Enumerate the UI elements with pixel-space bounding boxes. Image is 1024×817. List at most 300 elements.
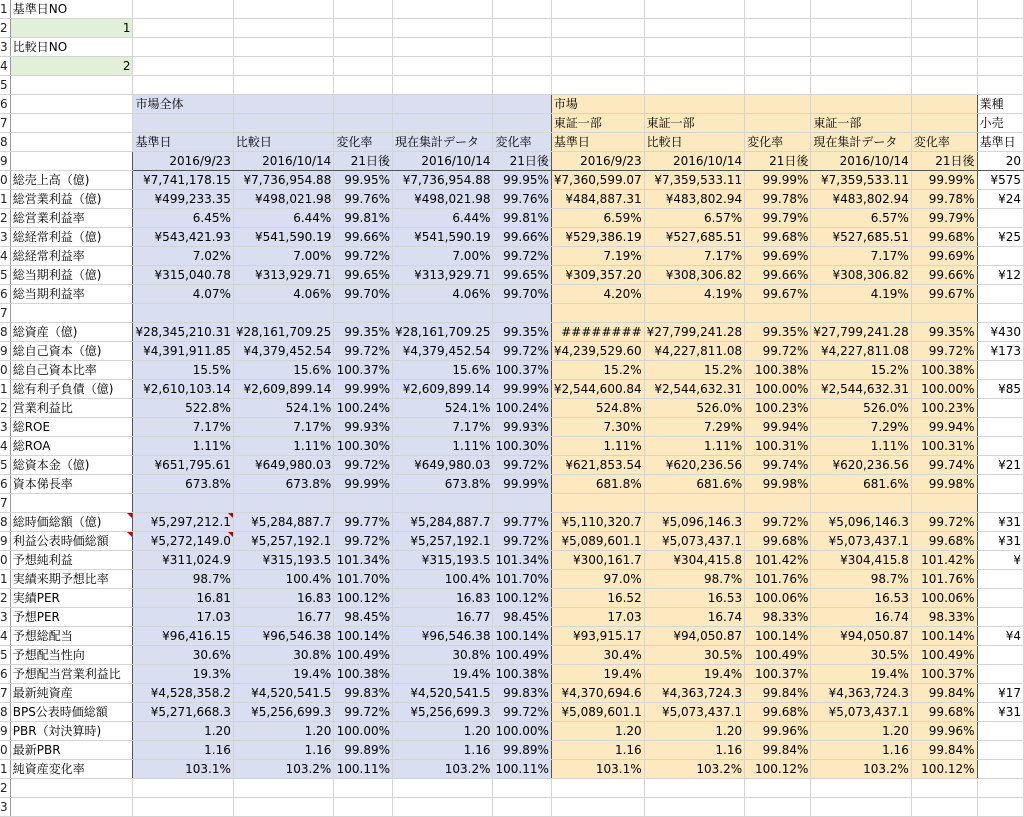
row-header[interactable]: 5: [0, 646, 10, 665]
data-cell[interactable]: ¥5,271,668.3: [133, 703, 233, 722]
row-label-cell[interactable]: [10, 114, 133, 133]
data-cell[interactable]: [977, 57, 1023, 76]
row-header[interactable]: 1: [0, 570, 10, 589]
row-header[interactable]: 3: [0, 228, 10, 247]
data-cell[interactable]: ¥28,161,709.25: [233, 323, 333, 342]
data-cell[interactable]: ¥483,802.94: [644, 190, 744, 209]
data-cell[interactable]: ¥651,795.61: [133, 456, 233, 475]
data-cell[interactable]: ¥4,520,541.5: [233, 684, 333, 703]
row-header[interactable]: 6: [0, 665, 10, 684]
data-cell[interactable]: 99.76%: [493, 190, 551, 209]
data-cell[interactable]: [977, 589, 1023, 608]
data-cell[interactable]: 99.74%: [745, 456, 811, 475]
data-cell[interactable]: 100.38%: [493, 665, 551, 684]
data-cell[interactable]: ¥28,161,709.25: [393, 323, 493, 342]
data-cell[interactable]: [644, 0, 744, 19]
data-cell[interactable]: 99.72%: [334, 342, 393, 361]
data-cell[interactable]: 103.1%: [551, 760, 644, 779]
data-cell[interactable]: 99.98%: [911, 475, 977, 494]
data-cell[interactable]: [393, 38, 493, 57]
data-cell[interactable]: 99.72%: [334, 703, 393, 722]
data-cell[interactable]: 100.00%: [493, 722, 551, 741]
data-cell[interactable]: ¥7,736,954.88: [393, 171, 493, 190]
data-cell[interactable]: [493, 95, 551, 114]
data-cell[interactable]: [644, 57, 744, 76]
data-cell[interactable]: 16.74: [644, 608, 744, 627]
data-cell[interactable]: ¥7,360,599.07: [551, 171, 644, 190]
data-cell[interactable]: ¥25: [977, 228, 1023, 247]
data-cell[interactable]: 4.20%: [551, 285, 644, 304]
data-cell[interactable]: 99.72%: [334, 456, 393, 475]
data-cell[interactable]: 基準日: [133, 133, 233, 152]
data-cell[interactable]: 100.23%: [745, 399, 811, 418]
row-label-cell[interactable]: 純資産変化率: [10, 760, 133, 779]
data-cell[interactable]: [644, 494, 744, 513]
data-cell[interactable]: ¥620,236.56: [811, 456, 911, 475]
data-cell[interactable]: 30.6%: [133, 646, 233, 665]
data-cell[interactable]: 99.89%: [334, 741, 393, 760]
data-cell[interactable]: 現在集計データ: [811, 133, 911, 152]
data-cell[interactable]: ¥4,520,541.5: [393, 684, 493, 703]
data-cell[interactable]: ¥5,096,146.3: [811, 513, 911, 532]
data-cell[interactable]: 99.72%: [911, 513, 977, 532]
data-cell[interactable]: ¥313,929.71: [393, 266, 493, 285]
data-cell[interactable]: [393, 57, 493, 76]
data-cell[interactable]: 99.99%: [334, 475, 393, 494]
data-cell[interactable]: 101.70%: [493, 570, 551, 589]
data-cell[interactable]: 東証一部: [811, 114, 911, 133]
row-label-cell[interactable]: 基準日NO: [10, 0, 133, 19]
data-cell[interactable]: 変化率: [911, 133, 977, 152]
data-cell[interactable]: 99.83%: [493, 684, 551, 703]
data-cell[interactable]: [745, 304, 811, 323]
data-cell[interactable]: [493, 304, 551, 323]
row-header[interactable]: 2: [0, 399, 10, 418]
data-cell[interactable]: 99.72%: [334, 247, 393, 266]
data-cell[interactable]: 99.66%: [493, 228, 551, 247]
data-cell[interactable]: 1.16: [644, 741, 744, 760]
data-cell[interactable]: [551, 38, 644, 57]
data-cell[interactable]: 6.59%: [551, 209, 644, 228]
data-cell[interactable]: 99.72%: [745, 513, 811, 532]
data-cell[interactable]: 99.84%: [745, 741, 811, 760]
data-cell[interactable]: ¥24: [977, 190, 1023, 209]
row-header[interactable]: 8: [0, 703, 10, 722]
data-cell[interactable]: 681.8%: [551, 475, 644, 494]
data-cell[interactable]: [977, 38, 1023, 57]
row-label-cell[interactable]: [10, 304, 133, 323]
row-header[interactable]: 9: [0, 532, 10, 551]
data-cell[interactable]: 1.11%: [393, 437, 493, 456]
data-cell[interactable]: 100.00%: [911, 380, 977, 399]
data-cell[interactable]: ¥96,416.15: [133, 627, 233, 646]
data-cell[interactable]: 17.03: [551, 608, 644, 627]
data-cell[interactable]: ¥94,050.87: [811, 627, 911, 646]
data-cell[interactable]: [233, 494, 333, 513]
data-cell[interactable]: ¥649,980.03: [233, 456, 333, 475]
data-cell[interactable]: 6.44%: [233, 209, 333, 228]
data-cell[interactable]: ¥4,239,529.60: [551, 342, 644, 361]
data-cell[interactable]: [493, 38, 551, 57]
data-cell[interactable]: [133, 304, 233, 323]
row-label-cell[interactable]: [10, 76, 133, 95]
data-cell[interactable]: 100.06%: [911, 589, 977, 608]
data-cell[interactable]: 681.6%: [644, 475, 744, 494]
data-cell[interactable]: [233, 38, 333, 57]
data-cell[interactable]: [551, 798, 644, 817]
data-cell[interactable]: 1.11%: [811, 437, 911, 456]
data-cell[interactable]: 99.72%: [493, 703, 551, 722]
data-cell[interactable]: ¥5,073,437.1: [811, 532, 911, 551]
data-cell[interactable]: 4.19%: [644, 285, 744, 304]
row-header[interactable]: 3: [0, 798, 10, 817]
data-cell[interactable]: [644, 95, 744, 114]
row-label-cell[interactable]: 利益公表時価総額: [10, 532, 133, 551]
data-cell[interactable]: 7.17%: [133, 418, 233, 437]
data-cell[interactable]: 524.8%: [551, 399, 644, 418]
data-cell[interactable]: 99.84%: [911, 684, 977, 703]
data-cell[interactable]: [393, 0, 493, 19]
row-label-cell[interactable]: 予想配当営業利益比: [10, 665, 133, 684]
data-cell[interactable]: 100.24%: [493, 399, 551, 418]
data-cell[interactable]: ¥4,379,452.54: [233, 342, 333, 361]
data-cell[interactable]: ¥96,546.38: [393, 627, 493, 646]
data-cell[interactable]: ¥4,528,358.2: [133, 684, 233, 703]
data-cell[interactable]: [911, 38, 977, 57]
data-cell[interactable]: 比較日: [644, 133, 744, 152]
data-cell[interactable]: 101.34%: [493, 551, 551, 570]
data-cell[interactable]: [393, 304, 493, 323]
data-cell[interactable]: 99.70%: [334, 285, 393, 304]
data-cell[interactable]: 変化率: [745, 133, 811, 152]
data-cell[interactable]: 99.72%: [493, 456, 551, 475]
row-label-cell[interactable]: 資本俤長率: [10, 475, 133, 494]
data-cell[interactable]: [493, 19, 551, 38]
data-cell[interactable]: 7.00%: [393, 247, 493, 266]
data-cell[interactable]: 673.8%: [133, 475, 233, 494]
data-cell[interactable]: ¥308,306.82: [644, 266, 744, 285]
data-cell[interactable]: 98.45%: [334, 608, 393, 627]
data-cell[interactable]: 21日後: [745, 152, 811, 171]
row-header[interactable]: 5: [0, 266, 10, 285]
data-cell[interactable]: [493, 57, 551, 76]
row-label-cell[interactable]: 総自己資本（億): [10, 342, 133, 361]
row-header[interactable]: 4: [0, 57, 10, 76]
data-cell[interactable]: 4.19%: [811, 285, 911, 304]
row-header[interactable]: 9: [0, 342, 10, 361]
data-cell[interactable]: 7.17%: [393, 418, 493, 437]
data-cell[interactable]: 21日後: [911, 152, 977, 171]
data-cell[interactable]: [977, 760, 1023, 779]
data-cell[interactable]: ¥4,227,811.08: [811, 342, 911, 361]
data-cell[interactable]: [393, 779, 493, 798]
data-cell[interactable]: ¥484,887.31: [551, 190, 644, 209]
data-cell[interactable]: [911, 304, 977, 323]
data-cell[interactable]: ¥575: [977, 171, 1023, 190]
data-cell[interactable]: ¥4,391,911.85: [133, 342, 233, 361]
data-cell[interactable]: [977, 570, 1023, 589]
row-header[interactable]: 0: [0, 361, 10, 380]
data-cell[interactable]: 99.68%: [911, 532, 977, 551]
data-cell[interactable]: ¥527,685.51: [644, 228, 744, 247]
data-cell[interactable]: [493, 76, 551, 95]
data-cell[interactable]: 524.1%: [393, 399, 493, 418]
data-cell[interactable]: 2016/9/23: [133, 152, 233, 171]
data-cell[interactable]: 100.31%: [911, 437, 977, 456]
data-cell[interactable]: 7.02%: [133, 247, 233, 266]
data-cell[interactable]: [911, 19, 977, 38]
data-cell[interactable]: 4.07%: [133, 285, 233, 304]
data-cell[interactable]: [977, 418, 1023, 437]
data-cell[interactable]: 15.5%: [133, 361, 233, 380]
row-label-cell[interactable]: [10, 494, 133, 513]
data-cell[interactable]: [977, 285, 1023, 304]
data-cell[interactable]: 99.89%: [493, 741, 551, 760]
data-cell[interactable]: 19.4%: [644, 665, 744, 684]
data-cell[interactable]: 100.49%: [493, 646, 551, 665]
data-cell[interactable]: [334, 494, 393, 513]
data-cell[interactable]: ¥94,050.87: [644, 627, 744, 646]
data-cell[interactable]: 99.35%: [911, 323, 977, 342]
data-cell[interactable]: [977, 779, 1023, 798]
data-cell[interactable]: 99.83%: [334, 684, 393, 703]
data-cell[interactable]: 現在集計データ: [393, 133, 493, 152]
data-cell[interactable]: 99.99%: [493, 475, 551, 494]
data-cell[interactable]: 103.2%: [393, 760, 493, 779]
row-label-cell[interactable]: [10, 152, 133, 171]
row-label-cell[interactable]: 総有利子負債（億): [10, 380, 133, 399]
data-cell[interactable]: 101.76%: [745, 570, 811, 589]
row-label-cell[interactable]: 予想総配当: [10, 627, 133, 646]
data-cell[interactable]: 20: [977, 152, 1023, 171]
data-cell[interactable]: 100.49%: [334, 646, 393, 665]
data-cell[interactable]: [233, 95, 333, 114]
data-cell[interactable]: [911, 57, 977, 76]
data-cell[interactable]: 99.98%: [745, 475, 811, 494]
data-cell[interactable]: 99.78%: [911, 190, 977, 209]
data-cell[interactable]: ¥5,073,437.1: [644, 532, 744, 551]
row-label-cell[interactable]: 予想PER: [10, 608, 133, 627]
data-cell[interactable]: ¥4,227,811.08: [644, 342, 744, 361]
data-cell[interactable]: [551, 0, 644, 19]
data-cell[interactable]: ¥430: [977, 323, 1023, 342]
data-cell[interactable]: 16.83: [233, 589, 333, 608]
data-cell[interactable]: ¥543,421.93: [133, 228, 233, 247]
data-cell[interactable]: [811, 0, 911, 19]
data-cell[interactable]: [334, 0, 393, 19]
data-cell[interactable]: 100.11%: [334, 760, 393, 779]
row-header[interactable]: 8: [0, 133, 10, 152]
data-cell[interactable]: ¥17: [977, 684, 1023, 703]
data-cell[interactable]: [977, 798, 1023, 817]
row-header[interactable]: 0: [0, 551, 10, 570]
row-header[interactable]: 3: [0, 418, 10, 437]
data-cell[interactable]: [911, 494, 977, 513]
data-cell[interactable]: 21日後: [334, 152, 393, 171]
data-cell[interactable]: 100.49%: [911, 646, 977, 665]
data-cell[interactable]: ¥2,609,899.14: [233, 380, 333, 399]
data-cell[interactable]: 6.45%: [133, 209, 233, 228]
data-cell[interactable]: ¥4,379,452.54: [393, 342, 493, 361]
data-cell[interactable]: [911, 76, 977, 95]
data-cell[interactable]: ¥4: [977, 627, 1023, 646]
data-cell[interactable]: 100.4%: [393, 570, 493, 589]
data-cell[interactable]: [233, 114, 333, 133]
data-cell[interactable]: ¥304,415.8: [811, 551, 911, 570]
data-cell[interactable]: 99.77%: [334, 513, 393, 532]
data-cell[interactable]: ¥308,306.82: [811, 266, 911, 285]
row-label-cell[interactable]: 総資産（億): [10, 323, 133, 342]
data-cell[interactable]: [977, 19, 1023, 38]
row-label-cell[interactable]: 総営業利益（億): [10, 190, 133, 209]
data-cell[interactable]: 変化率: [493, 133, 551, 152]
row-header[interactable]: 4: [0, 247, 10, 266]
data-cell[interactable]: ¥5,257,192.1: [233, 532, 333, 551]
data-cell[interactable]: 673.8%: [233, 475, 333, 494]
data-cell[interactable]: 変化率: [334, 133, 393, 152]
data-cell[interactable]: [977, 0, 1023, 19]
data-cell[interactable]: ¥541,590.19: [233, 228, 333, 247]
data-cell[interactable]: 97.0%: [551, 570, 644, 589]
data-cell[interactable]: [334, 38, 393, 57]
data-cell[interactable]: 99.35%: [745, 323, 811, 342]
data-cell[interactable]: [133, 57, 233, 76]
data-cell[interactable]: 2016/10/14: [393, 152, 493, 171]
row-header[interactable]: 6: [0, 285, 10, 304]
data-cell[interactable]: ¥5,089,601.1: [551, 532, 644, 551]
data-cell[interactable]: 19.3%: [133, 665, 233, 684]
data-cell[interactable]: [233, 0, 333, 19]
row-header[interactable]: 2: [0, 209, 10, 228]
data-cell[interactable]: [334, 57, 393, 76]
data-cell[interactable]: ¥5,284,887.7: [233, 513, 333, 532]
data-cell[interactable]: ¥5,073,437.1: [644, 703, 744, 722]
data-cell[interactable]: 99.35%: [493, 323, 551, 342]
data-cell[interactable]: 99.72%: [493, 247, 551, 266]
data-cell[interactable]: [745, 19, 811, 38]
data-cell[interactable]: [977, 608, 1023, 627]
data-cell[interactable]: ¥5,297,212.1: [133, 513, 233, 532]
data-cell[interactable]: 99.67%: [745, 285, 811, 304]
data-cell[interactable]: [133, 779, 233, 798]
data-cell[interactable]: 99.84%: [911, 741, 977, 760]
data-cell[interactable]: 1.20: [233, 722, 333, 741]
data-cell[interactable]: [334, 779, 393, 798]
data-cell[interactable]: 15.2%: [551, 361, 644, 380]
data-cell[interactable]: 100.11%: [493, 760, 551, 779]
data-cell[interactable]: 99.81%: [493, 209, 551, 228]
row-header[interactable]: 3: [0, 38, 10, 57]
data-cell[interactable]: 16.77: [233, 608, 333, 627]
data-cell[interactable]: 100.14%: [334, 627, 393, 646]
row-label-cell[interactable]: 総自己資本比率: [10, 361, 133, 380]
data-cell[interactable]: ¥31: [977, 703, 1023, 722]
data-cell[interactable]: [393, 95, 493, 114]
data-cell[interactable]: 16.52: [551, 589, 644, 608]
data-cell[interactable]: [133, 114, 233, 133]
data-cell[interactable]: 99.72%: [493, 532, 551, 551]
data-cell[interactable]: 99.68%: [745, 228, 811, 247]
data-cell[interactable]: 4.06%: [233, 285, 333, 304]
data-cell[interactable]: 100.00%: [334, 722, 393, 741]
data-cell[interactable]: 99.99%: [493, 380, 551, 399]
data-cell[interactable]: [911, 114, 977, 133]
data-cell[interactable]: [745, 494, 811, 513]
data-cell[interactable]: [811, 95, 911, 114]
data-cell[interactable]: [334, 798, 393, 817]
data-cell[interactable]: 1.16: [811, 741, 911, 760]
data-cell[interactable]: ¥4,363,724.3: [644, 684, 744, 703]
data-cell[interactable]: [644, 779, 744, 798]
data-cell[interactable]: [551, 494, 644, 513]
data-cell[interactable]: ¥21: [977, 456, 1023, 475]
data-cell[interactable]: ¥27,799,241.28: [644, 323, 744, 342]
data-cell[interactable]: 6.57%: [811, 209, 911, 228]
data-cell[interactable]: ¥2,609,899.14: [393, 380, 493, 399]
row-header[interactable]: 2: [0, 779, 10, 798]
data-cell[interactable]: [811, 798, 911, 817]
data-cell[interactable]: 100.4%: [233, 570, 333, 589]
data-cell[interactable]: 東証一部: [551, 114, 644, 133]
data-cell[interactable]: 1.16: [551, 741, 644, 760]
data-cell[interactable]: [551, 304, 644, 323]
data-cell[interactable]: ¥315,040.78: [133, 266, 233, 285]
data-cell[interactable]: 101.42%: [911, 551, 977, 570]
data-cell[interactable]: [977, 361, 1023, 380]
data-cell[interactable]: [644, 76, 744, 95]
data-cell[interactable]: 99.70%: [493, 285, 551, 304]
data-cell[interactable]: [745, 76, 811, 95]
row-header[interactable]: 6: [0, 475, 10, 494]
data-cell[interactable]: 99.69%: [911, 247, 977, 266]
data-cell[interactable]: 99.84%: [745, 684, 811, 703]
data-cell[interactable]: 100.12%: [493, 589, 551, 608]
data-cell[interactable]: 15.6%: [393, 361, 493, 380]
row-header[interactable]: 7: [0, 684, 10, 703]
data-cell[interactable]: 101.76%: [911, 570, 977, 589]
data-cell[interactable]: [493, 494, 551, 513]
row-header[interactable]: 0: [0, 171, 10, 190]
data-cell[interactable]: 522.8%: [133, 399, 233, 418]
data-cell[interactable]: [493, 798, 551, 817]
data-cell[interactable]: 16.53: [811, 589, 911, 608]
data-cell[interactable]: 100.30%: [334, 437, 393, 456]
data-cell[interactable]: 99.77%: [493, 513, 551, 532]
data-cell[interactable]: 98.7%: [644, 570, 744, 589]
data-cell[interactable]: [745, 114, 811, 133]
data-cell[interactable]: 101.42%: [745, 551, 811, 570]
data-cell[interactable]: 99.68%: [911, 228, 977, 247]
data-cell[interactable]: ¥4,370,694.6: [551, 684, 644, 703]
row-label-cell[interactable]: BPS公表時価総額: [10, 703, 133, 722]
row-header[interactable]: 1: [0, 190, 10, 209]
data-cell[interactable]: ¥483,802.94: [811, 190, 911, 209]
data-cell[interactable]: ¥620,236.56: [644, 456, 744, 475]
data-cell[interactable]: 1.20: [644, 722, 744, 741]
data-cell[interactable]: 100.38%: [745, 361, 811, 380]
data-cell[interactable]: 16.77: [393, 608, 493, 627]
data-cell[interactable]: ¥7,359,533.11: [811, 171, 911, 190]
row-header[interactable]: 7: [0, 494, 10, 513]
row-header[interactable]: 2: [0, 589, 10, 608]
data-cell[interactable]: [493, 0, 551, 19]
data-cell[interactable]: 98.7%: [811, 570, 911, 589]
data-cell[interactable]: [911, 95, 977, 114]
data-cell[interactable]: 100.06%: [745, 589, 811, 608]
data-cell[interactable]: 103.2%: [811, 760, 911, 779]
row-label-cell[interactable]: 実績来期予想比率: [10, 570, 133, 589]
data-cell[interactable]: 99.68%: [745, 532, 811, 551]
